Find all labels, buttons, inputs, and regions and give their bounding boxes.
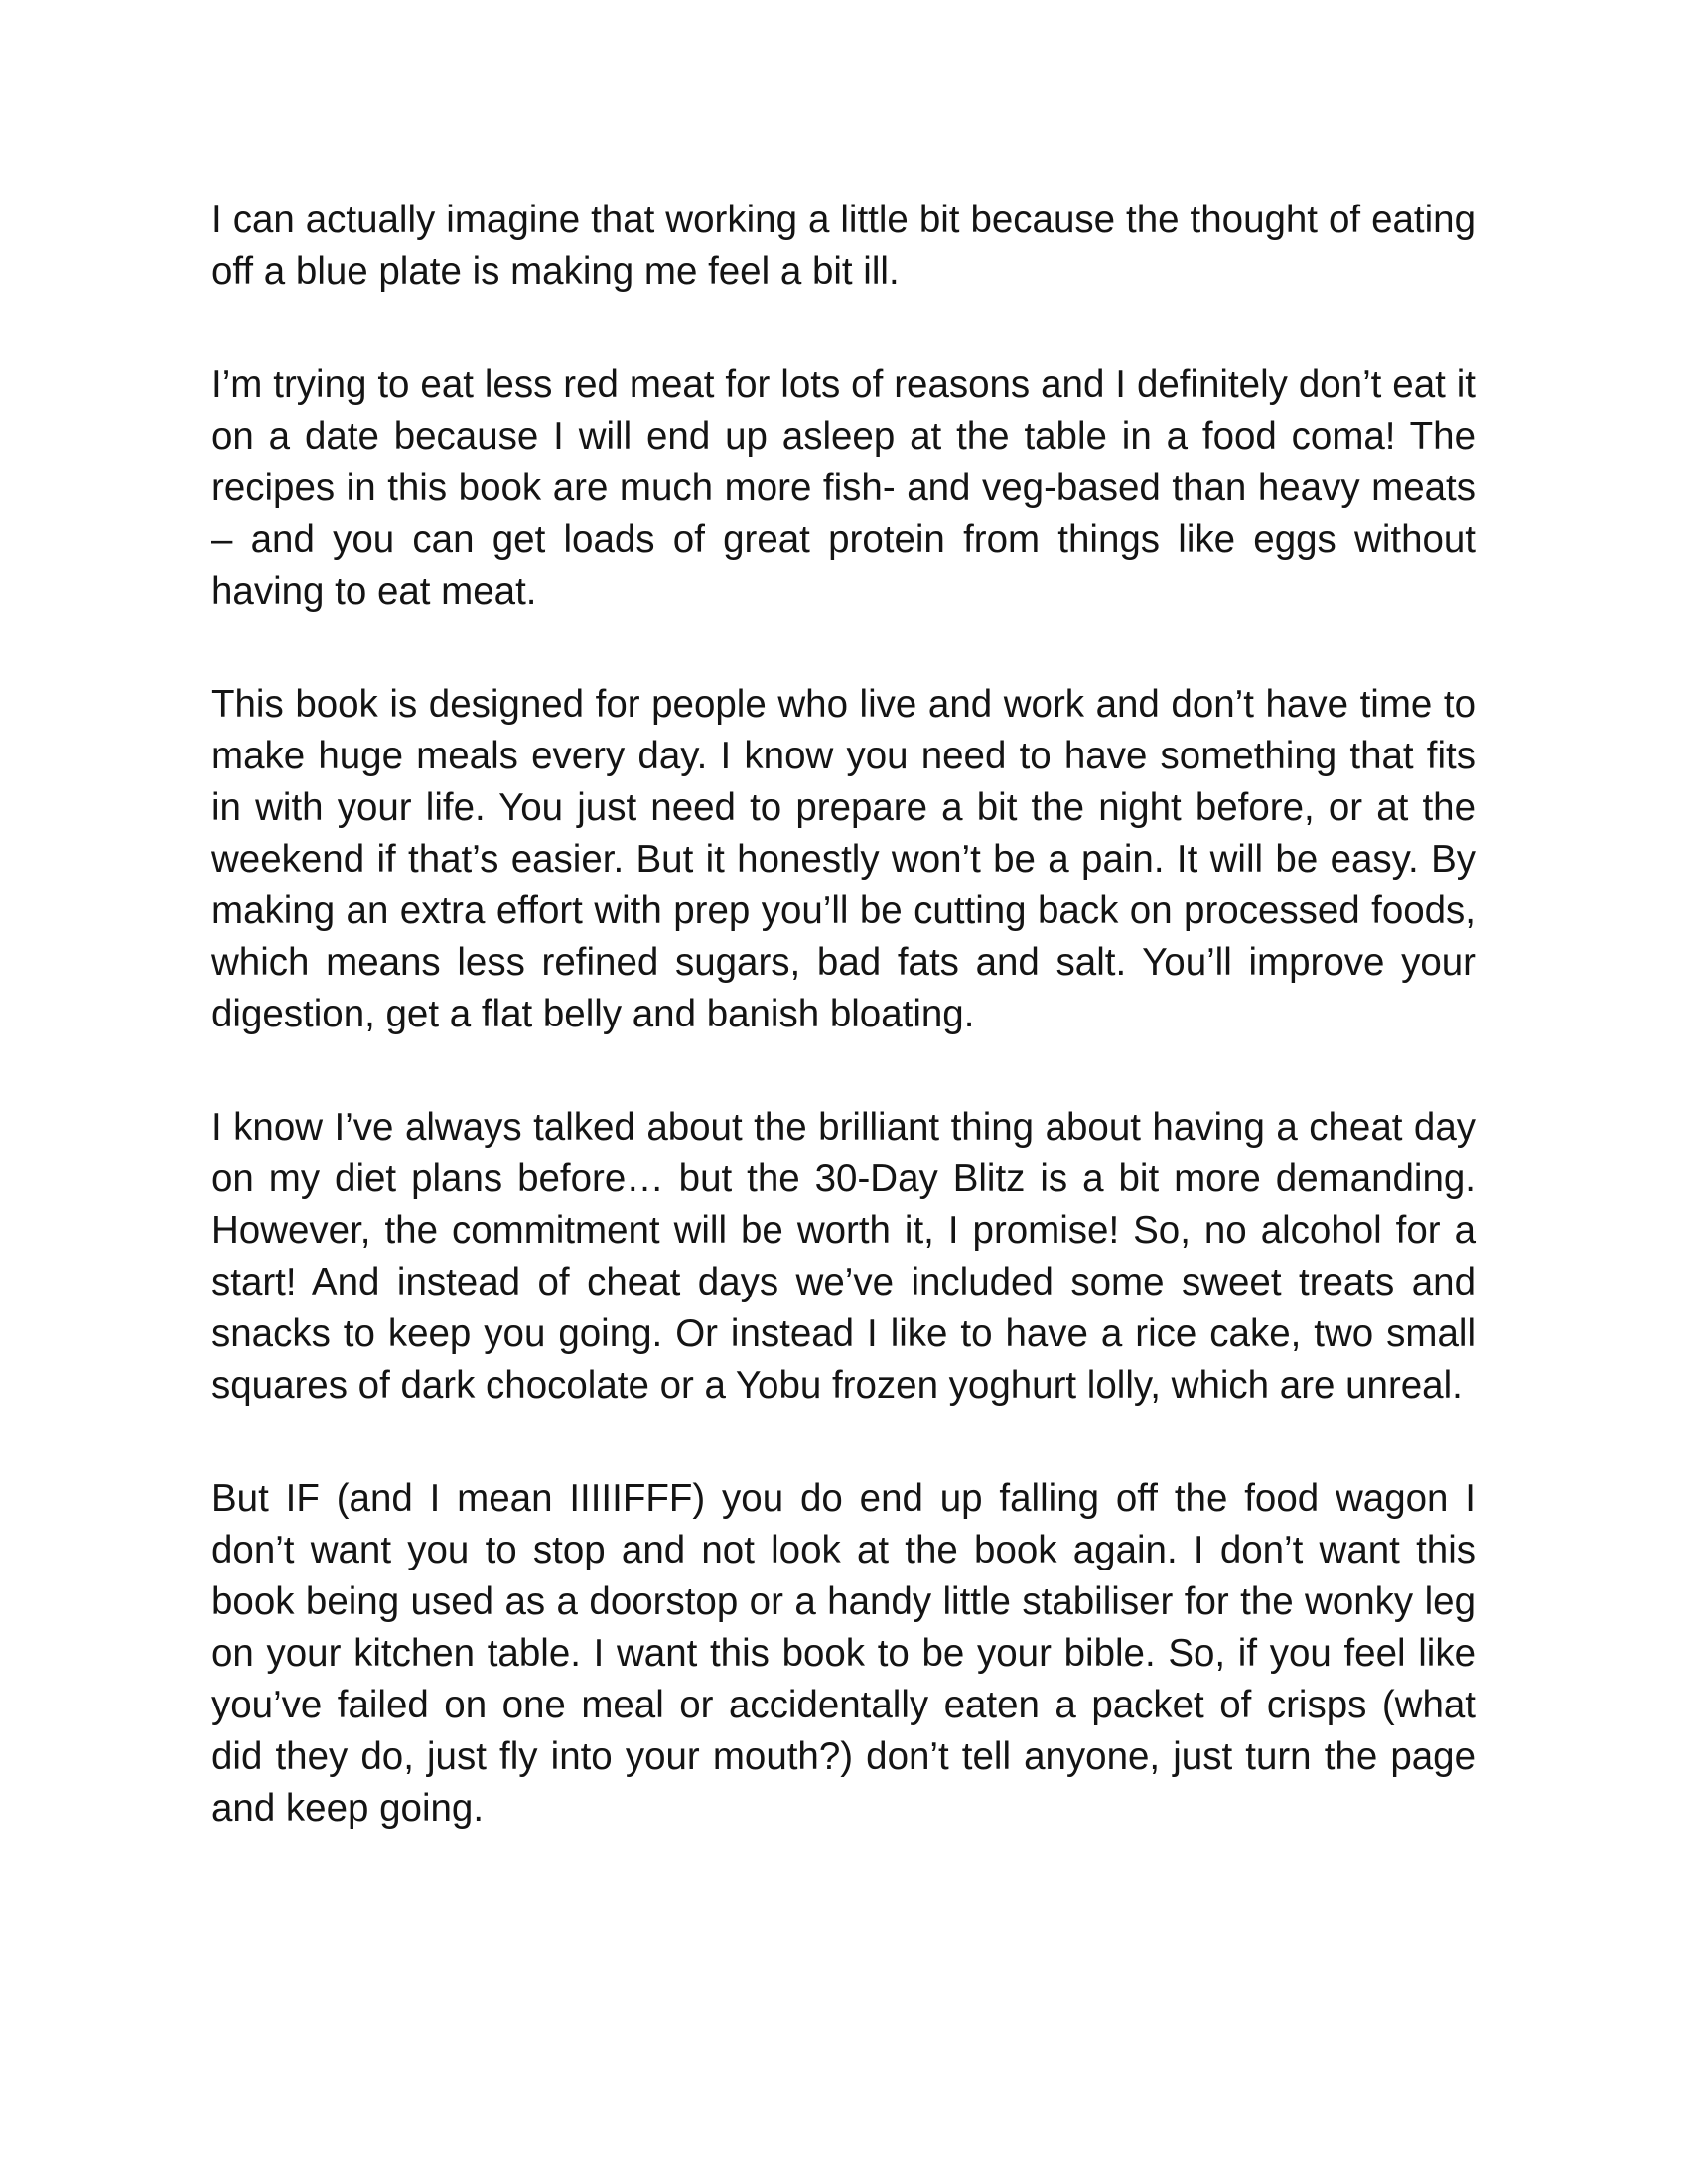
paragraph-blue-plate: I can actually imagine that working a little bit because the thought of eating off a blue plate is making me feel a bit ill. xyxy=(211,199,1476,293)
paragraph-red-meat: I’m trying to eat less red meat for lots of reasons and I definitely don’t eat it on a date because I will end up asleep at the table in a food coma! The recipes in this book are much more fish- and veg-based than heavy meats – and you can get loads of great protein from things like eggs without having to eat meat. xyxy=(211,363,1476,613)
paragraph-food-wagon: But IF (and I mean IIIIIFFF) you do end up falling off the food wagon I don’t want you to stop and not look at the book again. I don’t want this book being used as a doorstop or a handy little stabiliser for the wonky leg on your kitchen table. I want this book to be your bible. So, if you feel like you’ve failed on one meal or accidentally eaten a packet of crisps (what did they do, just fly into your mouth?) don’t tell anyone, just turn the page and keep going. xyxy=(211,1477,1476,1830)
document-page xyxy=(211,195,1476,1896)
paragraph-book-design: This book is designed for people who live and work and don’t have time to make huge meals every day. I know you need to have something that fits in with your life. You just need to prepare a bit the night before, or at the weekend if that’s easier. But it honestly won’t be a pain. It will be easy. By making an extra effort with prep you’ll be cutting back on processed foods, which means less refined sugars, bad fats and salt. You’ll improve your digestion, get a flat belly and banish bloating. xyxy=(211,683,1476,1035)
paragraph-cheat-day: I know I’ve always talked about the brilliant thing about having a cheat day on my diet plans before… but the 30-Day Blitz is a bit more demanding. However, the commitment will be worth it, I promise! So, no alcohol for a start! And instead of cheat days we’ve included some sweet treats and snacks to keep you going. Or instead I like to have a rice cake, two small squares of dark chocolate or a Yobu frozen yoghurt lolly, which are unreal. xyxy=(211,1106,1476,1407)
